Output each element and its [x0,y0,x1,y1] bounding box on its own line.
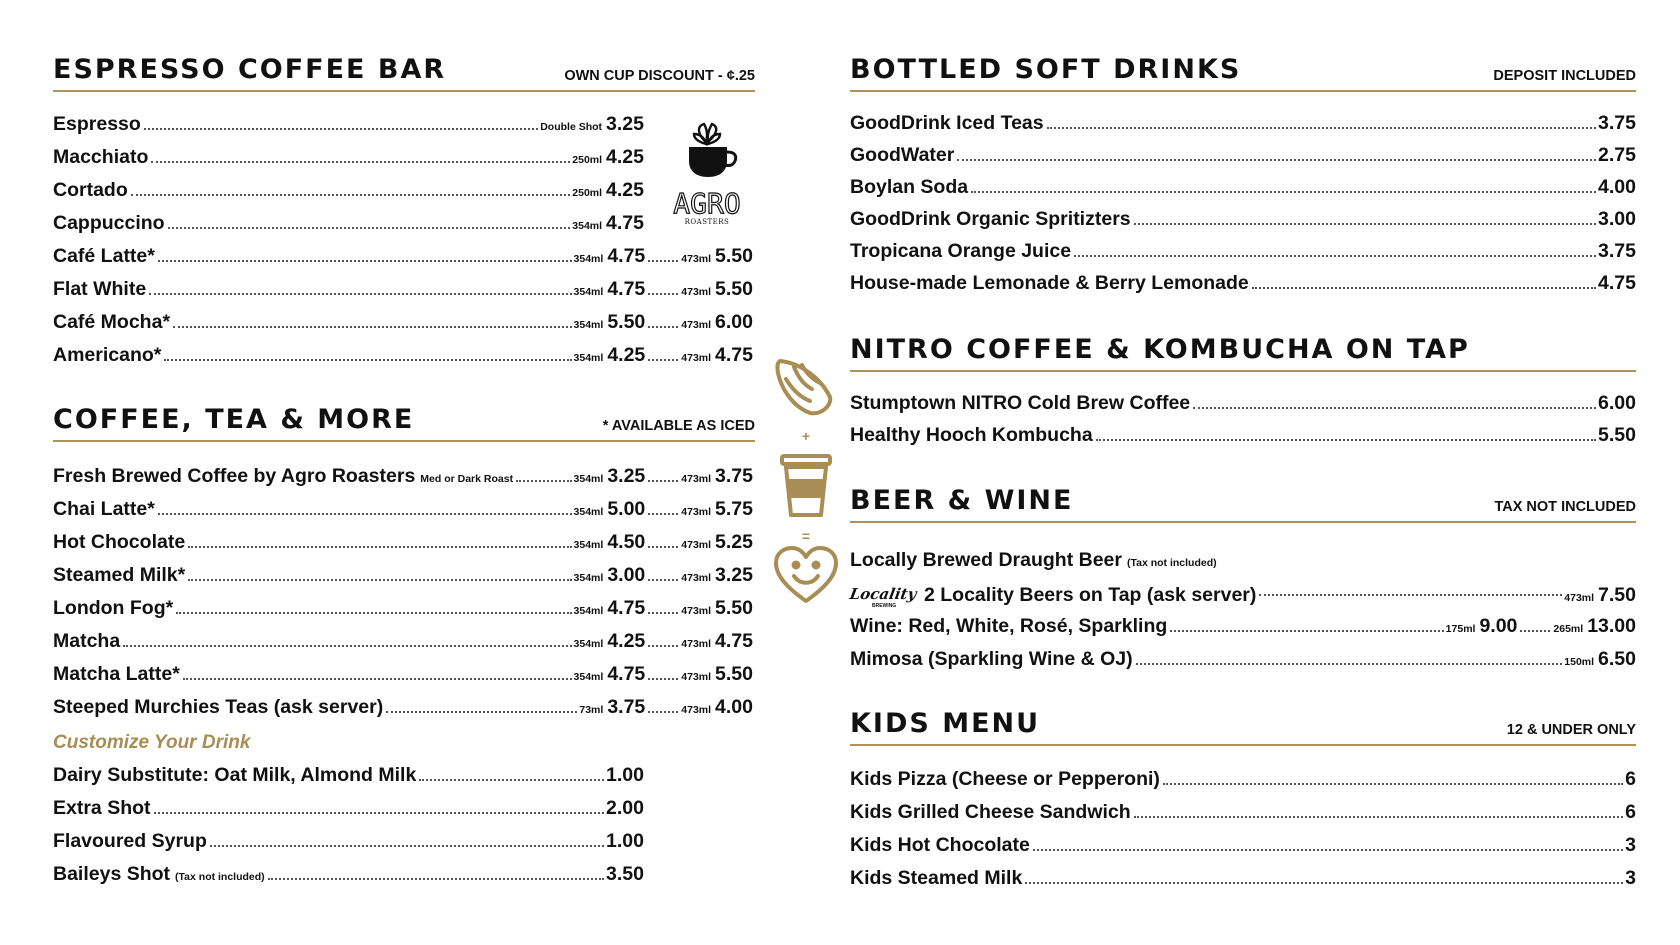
kids-section-header [850,706,1636,746]
item-price: 3 [1625,834,1636,856]
item-size-large: 265ml [1553,623,1584,635]
item-name: Espresso [53,113,141,135]
section-note: * AVAILABLE AS ICED [602,418,755,434]
coffee-cup-icon [782,456,830,515]
nitro-section-header [850,332,1636,372]
menu-item [850,240,1636,266]
item-name: Kids Hot Chocolate [850,834,1030,856]
item-size: 354ml [573,671,604,683]
beer-wine-section-header [850,483,1636,523]
dot-leader [648,612,678,614]
plus-icon: + [801,428,811,444]
item-size-large: 473ml [681,704,712,716]
dot-leader [1163,783,1623,785]
item-name: Dairy Substitute: Oat Milk, Almond Milk [53,764,417,786]
item-price-large: 5.75 [715,498,753,520]
menu-item [850,144,1636,170]
item-price: 3.00 [1598,208,1636,230]
item-price: 2.00 [606,797,644,819]
menu-item [53,113,644,139]
item-price: 3.75 [1598,112,1636,134]
item-size: 354ml [573,638,604,650]
item-price: 4.75 [606,212,644,234]
section-note: 12 & UNDER ONLY [1506,722,1636,738]
dot-leader [1033,849,1623,851]
dot-leader [149,293,571,295]
item-size: 354ml [573,572,604,584]
dot-leader [957,159,1596,161]
item-size-large: 473ml [681,605,712,617]
item-price: 3 [1625,867,1636,889]
dot-leader [648,579,678,581]
dot-leader [123,645,571,647]
item-price-large: 4.75 [715,344,753,366]
dot-leader [210,845,604,847]
section-title: COFFEE, TEA & MORE [53,404,415,435]
item-name: Extra Shot [53,797,151,819]
item-price: 4.75 [1598,272,1636,294]
dot-leader [1134,816,1623,818]
item-price: 4.75 [607,245,646,267]
heart-smile-icon [776,548,836,601]
item-price: 4.00 [1598,176,1636,198]
menu-item [53,179,644,205]
item-size: 354ml [573,286,604,298]
item-name: Tropicana Orange Juice [850,240,1072,262]
menu-item [850,582,1636,608]
croissant-icon [777,361,830,413]
menu-item [53,212,644,238]
dot-leader [164,359,571,361]
dot-leader [516,480,571,482]
dot-leader [158,513,572,515]
dot-leader [971,191,1596,193]
dot-leader [173,326,572,328]
dot-leader [1193,407,1596,409]
menu-item [53,311,753,337]
menu-item [53,830,644,856]
item-size: 354ml [573,539,604,551]
item-size-large: 473ml [681,572,712,584]
dot-leader [188,579,571,581]
section-title: KIDS MENU [850,708,1041,739]
espresso-section-header [53,52,755,92]
section-title: BOTTLED SOFT DRINKS [850,54,1242,85]
item-name: Healthy Hooch Kombucha [850,424,1093,446]
dot-leader [183,678,572,680]
item-size: 354ml [573,605,604,617]
dot-leader [648,293,678,295]
item-name: Café Latte* [53,245,155,267]
item-price: 3.25 [606,113,644,135]
customize-heading: Customize Your Drink [53,732,251,753]
dot-leader [1259,594,1562,596]
item-price: 2.75 [1598,144,1636,166]
item-size: 473ml [1564,591,1595,604]
item-name: Flat White [53,278,147,300]
item-name: Steeped Murchies Teas (ask server) [53,696,384,718]
menu-item [850,648,1636,674]
dot-leader [648,480,678,482]
menu-item [53,278,753,304]
dot-leader [648,711,678,713]
menu-item [850,549,1636,575]
item-name: Steamed Milk* [53,564,186,586]
item-name: Fresh Brewed Coffee by Agro Roasters [53,465,416,487]
item-name: Macchiato [53,146,149,168]
item-size: 354ml [573,506,604,518]
item-price-large: 3.75 [715,465,753,487]
item-price-large: 13.00 [1587,615,1636,637]
section-note: TAX NOT INCLUDED [1494,499,1636,515]
item-price: 4.25 [607,630,646,652]
item-price-large: 5.50 [715,597,753,619]
item-price-large: 5.50 [715,663,753,685]
dot-leader [144,128,538,130]
dot-leader [1134,223,1596,225]
menu-item [53,764,644,790]
item-name: Mimosa (Sparkling Wine & OJ) [850,648,1133,670]
menu-item [53,564,753,590]
item-size-large: 473ml [681,253,712,265]
svg-text:BREWING: BREWING [872,603,897,609]
menu-item [53,797,644,823]
dot-leader [648,260,678,262]
item-price: 4.75 [607,597,646,619]
item-size: 250ml [572,154,603,166]
menu-item [53,465,753,491]
dot-leader [648,678,678,680]
item-size: 175ml [1445,623,1476,635]
menu-item [850,801,1636,827]
item-price: 5.50 [607,311,646,333]
dot-leader [1074,255,1596,257]
item-price: 6 [1625,768,1636,790]
item-price: 4.25 [607,344,646,366]
item-size-large: 473ml [681,539,712,551]
menu-item [850,834,1636,860]
section-title: BEER & WINE [850,485,1074,516]
section-title: ESPRESSO COFFEE BAR [53,54,447,85]
item-price: 1.00 [606,830,644,852]
item-name: GoodWater [850,144,955,166]
item-name: Kids Pizza (Cheese or Pepperoni) [850,768,1160,790]
item-price: 3.50 [606,863,644,885]
item-price: 7.50 [1598,583,1636,606]
dot-leader [648,546,678,548]
section-title: NITRO COFFEE & KOMBUCHA ON TAP [850,334,1470,365]
item-size-large: 473ml [681,319,712,331]
locality-brewing-logo [850,582,916,608]
item-name: Flavoured Syrup [53,830,207,852]
item-note: (Tax not included) [175,871,265,883]
item-size: 354ml [572,220,603,232]
item-name: Locally Brewed Draught Beer [850,549,1122,571]
dot-leader [419,779,604,781]
svg-text:Locality: Locality [848,585,918,603]
section-note: OWN CUP DISCOUNT - ¢.25 [564,68,755,84]
menu-item [53,597,753,623]
coffee-cup-plant-icon [673,120,741,228]
item-price: 3.75 [1598,240,1636,262]
dot-leader [151,161,570,163]
dot-leader [168,227,571,229]
item-price: 6.50 [1598,648,1636,670]
svg-text:AGRO: AGRO [673,187,741,220]
item-note: Med or Dark Roast [420,473,514,485]
dot-leader [648,359,678,361]
item-price-large: 5.50 [715,245,753,267]
menu-item [850,392,1636,418]
dot-leader [648,326,678,328]
menu-item [850,272,1636,298]
item-name: House-made Lemonade & Berry Lemonade [850,272,1249,294]
item-size: 354ml [573,473,604,485]
item-name: Baileys Shot [53,863,171,885]
item-price: 1.00 [606,764,644,786]
menu-item [850,176,1636,202]
coffee-tea-section-header [53,402,755,442]
item-price-large: 6.00 [715,311,753,333]
dot-leader [158,260,572,262]
dot-leader [154,812,605,814]
item-name: Matcha [53,630,121,652]
item-name: Kids Grilled Cheese Sandwich [850,801,1131,823]
item-size-large: 473ml [681,638,712,650]
item-price: 4.75 [607,663,646,685]
item-price-large: 5.50 [715,278,753,300]
item-price: 5.50 [1598,424,1636,446]
dot-leader [1047,127,1596,129]
menu-item [53,630,753,656]
menu-item [53,863,644,889]
menu-item [850,112,1636,138]
dot-leader [1520,630,1550,632]
svg-text:ROASTERS: ROASTERS [684,218,730,226]
section-note: DEPOSIT INCLUDED [1493,68,1636,84]
dot-leader [188,546,571,548]
dot-leader [386,711,577,713]
item-name: London Fog* [53,597,174,619]
item-name: Cappuccino [53,212,165,234]
item-price: 4.75 [607,278,646,300]
menu-item [53,344,753,370]
item-size-large: 473ml [681,286,712,298]
menu-item [850,768,1636,794]
dot-leader [1025,882,1623,884]
dot-leader [648,513,678,515]
item-price-large: 3.25 [715,564,753,586]
item-price: 4.50 [607,531,646,553]
item-price: 6.00 [1598,392,1636,414]
item-name: Café Mocha* [53,311,171,333]
item-name: Kids Steamed Milk [850,867,1023,889]
item-name: Matcha Latte* [53,663,180,685]
dot-leader [1170,630,1443,632]
item-name: Chai Latte* [53,498,155,520]
item-price-large: 5.25 [715,531,753,553]
dot-leader [268,878,604,880]
menu-item [53,146,644,172]
item-size-large: 473ml [681,506,712,518]
menu-item [53,531,753,557]
item-size-large: 473ml [681,671,712,683]
item-name: GoodDrink Organic Spritizters [850,208,1131,230]
item-price-large: 4.00 [715,696,753,718]
item-size: 354ml [573,352,604,364]
item-name: Wine: Red, White, Rosé, Sparkling [850,615,1168,637]
menu-item [53,696,753,722]
item-size: 354ml [573,253,604,265]
item-name: Cortado [53,179,128,201]
equals-icon: = [801,528,811,544]
item-price: 5.00 [607,498,646,520]
item-price: 9.00 [1479,615,1518,637]
middle-icons [772,355,840,605]
dot-leader [131,194,571,196]
menu-item [53,663,753,689]
bottled-section-header [850,52,1636,92]
dot-leader [1136,663,1563,665]
dot-leader [1252,287,1596,289]
item-name: Americano* [53,344,162,366]
item-note: (Tax not included) [1127,557,1217,569]
dot-leader [176,612,571,614]
item-price: 3.75 [607,696,646,718]
item-price: 3.00 [607,564,646,586]
item-name: 2 Locality Beers on Tap (ask server) [924,583,1257,606]
agro-roasters-logo [673,120,741,228]
item-price: 4.25 [606,179,644,201]
menu-item [850,867,1636,893]
item-size: 150ml [1564,656,1595,668]
menu-item [53,245,753,271]
menu-item [850,208,1636,234]
item-price: 4.25 [606,146,644,168]
item-price: 3.25 [607,465,646,487]
item-size: Double Shot [540,121,603,133]
menu-item [850,424,1636,450]
item-size: 73ml [579,704,604,716]
item-price: 6 [1625,801,1636,823]
item-size: 250ml [572,187,603,199]
item-name: GoodDrink Iced Teas [850,112,1044,134]
menu-item [850,615,1636,641]
item-name: Boylan Soda [850,176,969,198]
dot-leader [1096,439,1596,441]
item-size: 354ml [573,319,604,331]
item-name: Stumptown NITRO Cold Brew Coffee [850,392,1191,414]
item-size-large: 473ml [681,473,712,485]
item-size-large: 473ml [681,352,712,364]
item-price-large: 4.75 [715,630,753,652]
dot-leader [648,645,678,647]
item-name: Hot Chocolate [53,531,186,553]
menu-item [53,498,753,524]
